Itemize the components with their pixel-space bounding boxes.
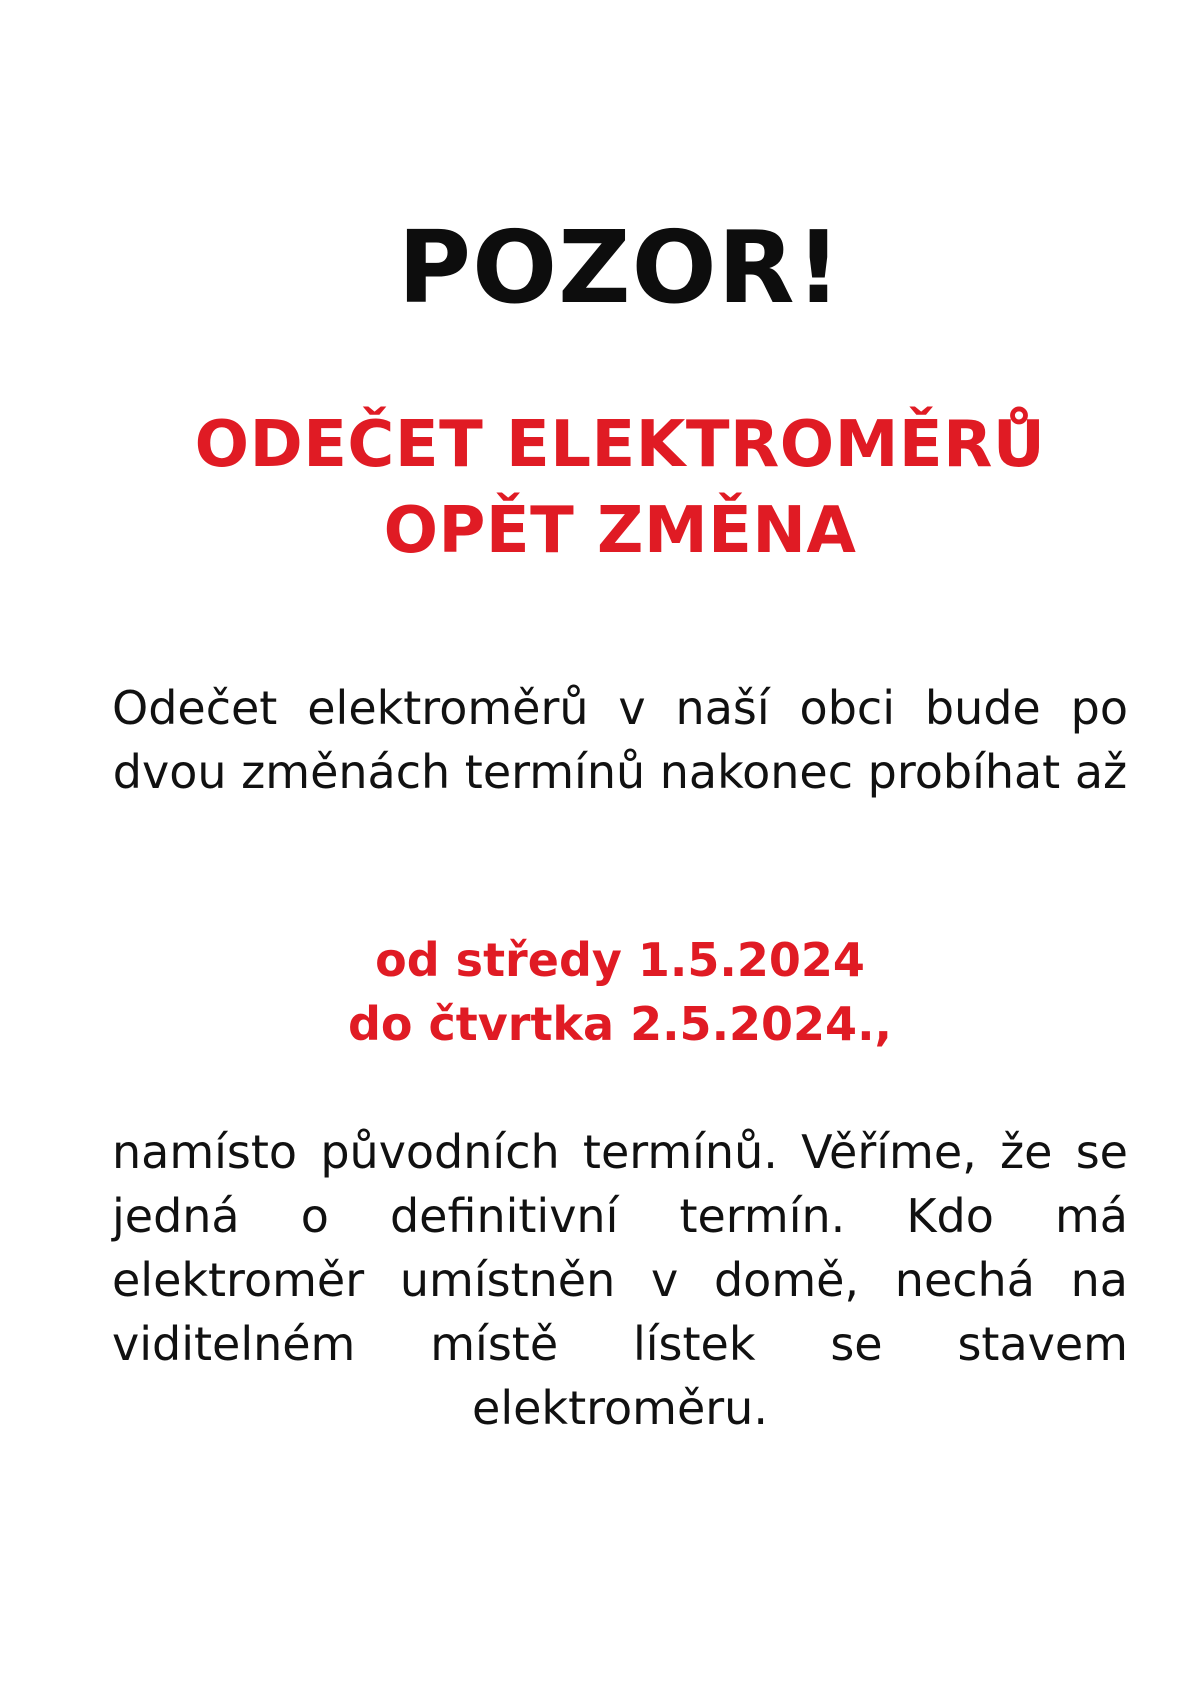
headline-line-2: OPĚT ZMĚNA xyxy=(383,494,857,568)
notice-headline xyxy=(112,402,1128,574)
instructions-paragraph: namísto původních termínů. Věříme, že se jedná o definitivní termín. Kdo má elektroměr umístněn v domě, nechá na viditelném místě lístek se stavem elektroměru. xyxy=(112,1125,1128,1435)
reading-dates xyxy=(112,928,1128,1056)
date-from: od středy 1.5.2024 xyxy=(375,933,865,987)
headline-line-1: ODEČET ELEKTROMĚRŮ xyxy=(194,408,1046,482)
notice-poster xyxy=(112,0,1128,1697)
notice-title: POZOR! xyxy=(397,209,843,326)
intro-paragraph: Odečet elektroměrů v naší obci bude po dvou změnách termínů nakonec probíhat až xyxy=(112,681,1128,799)
date-to: do čtvrtka 2.5.2024., xyxy=(347,997,893,1051)
